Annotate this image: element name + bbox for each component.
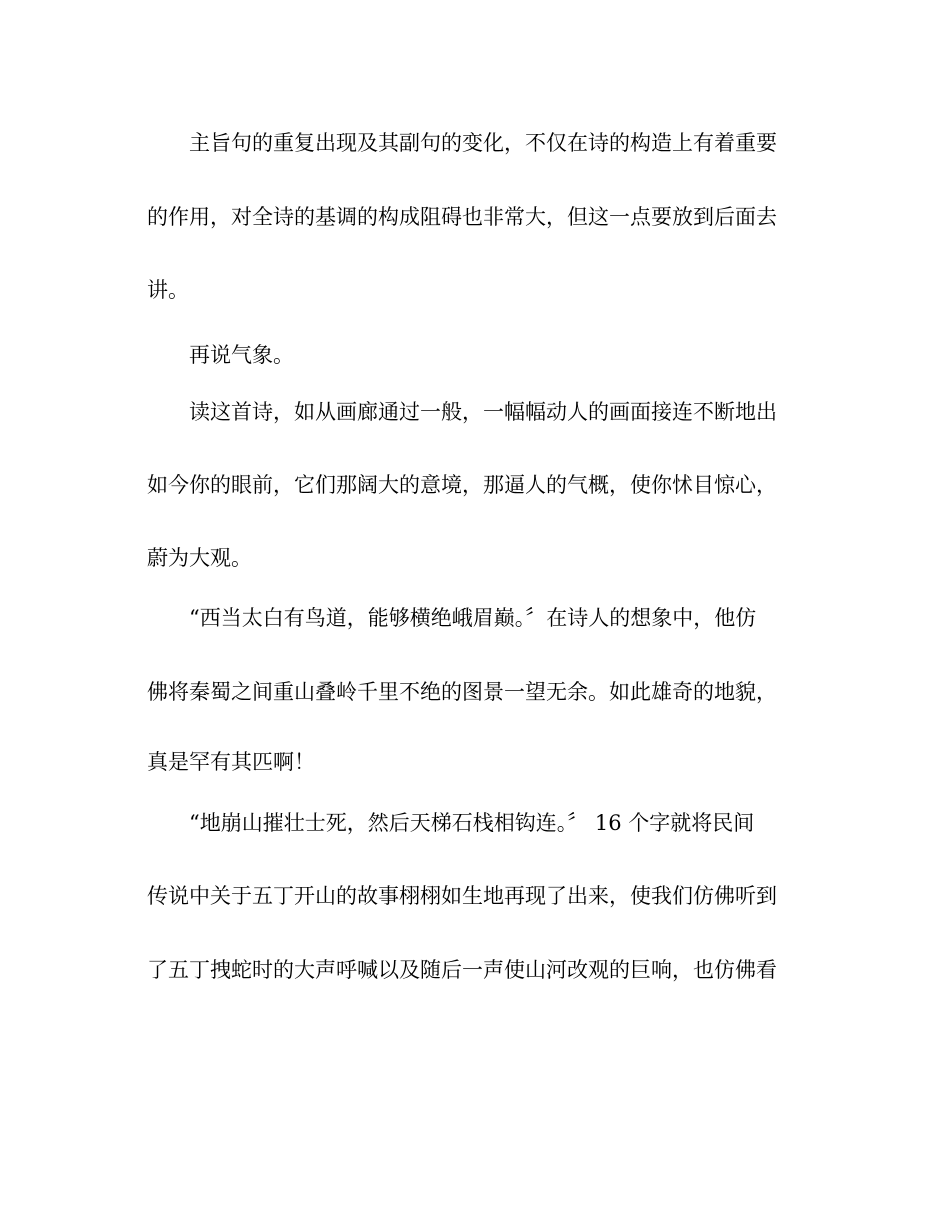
text-line: 蔚为大观。 bbox=[147, 546, 252, 570]
text-line: 传说中关于五丁开山的故事栩栩如生地再现了出来，使我们仿佛听到 bbox=[147, 884, 777, 908]
text-line: 讲。 bbox=[147, 278, 189, 302]
text-line: 佛将秦蜀之间重山叠岭千里不绝的图景一望无余。如此雄奇的地貌， bbox=[147, 680, 777, 704]
text-line: 的作用，对全诗的基调的构成阻碍也非常大，但这一点要放到后面去 bbox=[147, 205, 777, 229]
text-line: 再说气象。 bbox=[189, 343, 294, 367]
text-line: “地崩山摧壮士死，然后天梯石栈相钩连。〞 16 个字就将民间 bbox=[189, 811, 755, 835]
text-line: 如今你的眼前，它们那阔大的意境，那逼人的气概，使你怵目惊心， bbox=[147, 473, 777, 497]
text-line: “西当太白有鸟道，能够横绝峨眉巅。〞在诗人的想象中，他仿 bbox=[189, 606, 757, 630]
text-line: 真是罕有其匹啊！ bbox=[147, 750, 315, 774]
text-line: 主旨句的重复出现及其副句的变化，不仅在诗的构造上有着重要 bbox=[189, 131, 777, 155]
text-line: 了五丁拽蛇时的大声呼喊以及随后一声使山河改观的巨响，也仿佛看 bbox=[147, 958, 777, 982]
text-line: 读这首诗，如从画廊通过一般，一幅幅动人的画面接连不断地出 bbox=[189, 400, 777, 424]
